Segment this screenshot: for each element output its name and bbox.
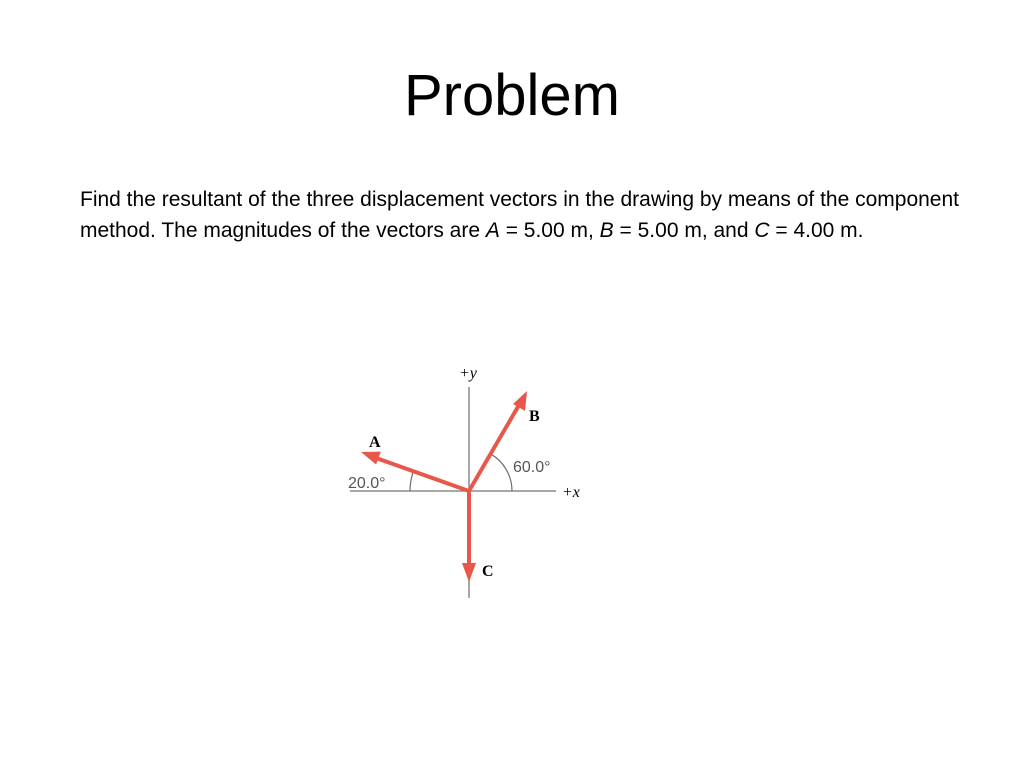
angle-label-b: 60.0° bbox=[513, 459, 551, 476]
problem-text-part-2: = 5.00 m, bbox=[499, 219, 600, 242]
y-axis-label: +y bbox=[459, 365, 477, 382]
problem-text-part-3: = 5.00 m, and bbox=[613, 219, 755, 242]
vector-a-shaft bbox=[376, 458, 469, 491]
angle-arc-a bbox=[410, 471, 414, 491]
problem-text-part-1: Find the resultant of the three displacement vectors in the drawing by means of the component method. The magnitudes of the vectors are bbox=[80, 188, 959, 242]
vector-c-label: C bbox=[482, 563, 494, 580]
vector-b-shaft bbox=[469, 405, 519, 491]
x-axis-label: +x bbox=[562, 484, 580, 501]
angle-arc-b bbox=[491, 454, 513, 491]
variable-c: C bbox=[754, 219, 770, 242]
variable-a: A bbox=[485, 219, 500, 242]
angle-label-a: 20.0° bbox=[348, 475, 386, 492]
vector-c-arrowhead bbox=[462, 563, 476, 582]
variable-b: B bbox=[599, 219, 614, 242]
vector-b-label: B bbox=[529, 408, 540, 425]
slide-title: Problem bbox=[404, 63, 620, 128]
vector-a-arrowhead bbox=[361, 452, 381, 465]
vector-a-label: A bbox=[369, 434, 381, 451]
problem-text-part-4: = 4.00 m. bbox=[769, 219, 864, 242]
